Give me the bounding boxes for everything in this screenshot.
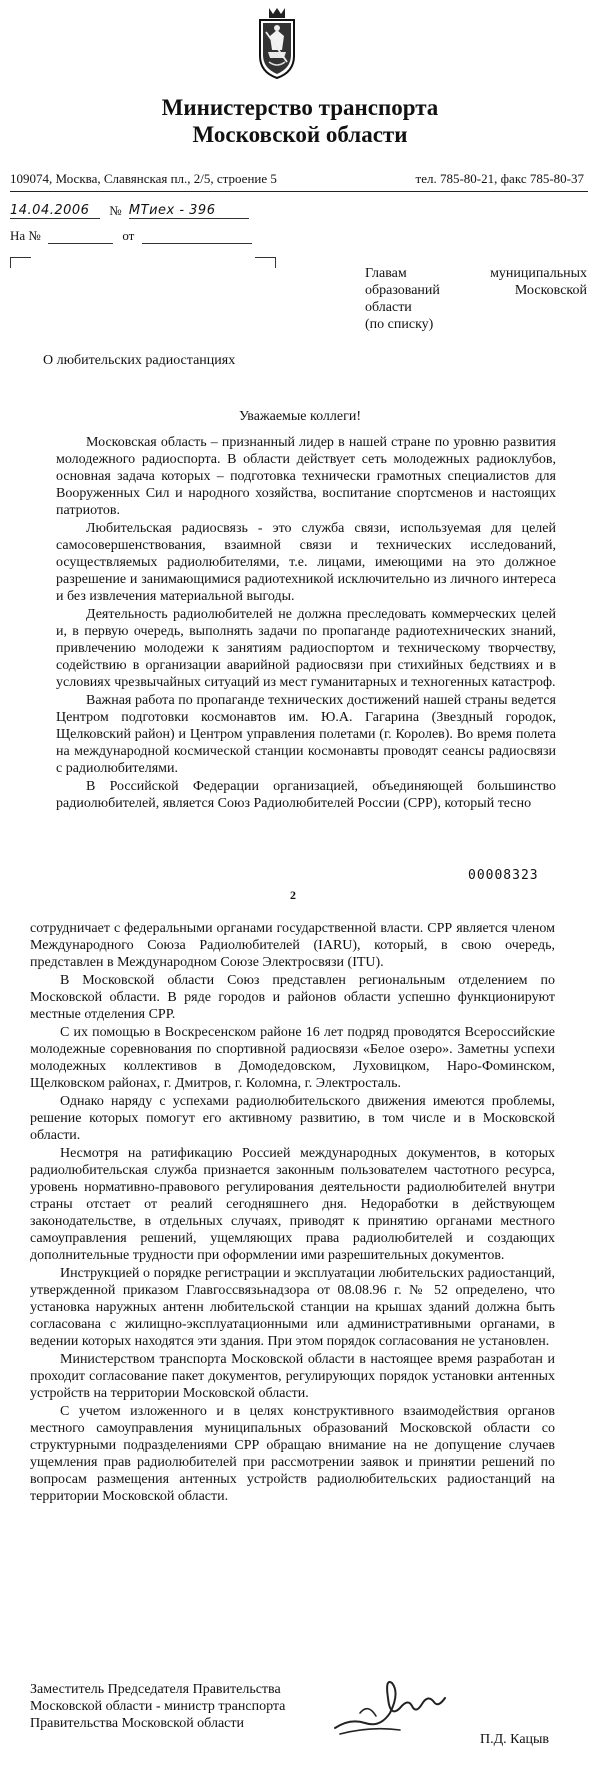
signatory-name: П.Д. Кацыв bbox=[480, 1732, 550, 1747]
coat-of-arms-icon bbox=[257, 6, 297, 80]
letter-body-page1 bbox=[56, 434, 556, 813]
signatory-title-line2: Московской области - министр транспорта bbox=[30, 1699, 286, 1714]
body-paragraph: С их помощью в Воскресенском районе 16 лет подряд проводятся Всероссийские молодежные соревнования по спортивной радиосвязи «Белое озеро». Заметны успехи молодежных коллективов в Домодедовском, Луховицком, Наро-Фоминском, Щелковском районах, г. Дмитров, г. Коломна, г. Электросталь. bbox=[30, 1025, 555, 1091]
reference-number-blank bbox=[48, 227, 113, 244]
ministry-phones: тел. 785-80-21, факс 785-80-37 bbox=[415, 171, 584, 186]
registration-date-row bbox=[10, 203, 310, 223]
body-paragraph: Министерством транспорта Московской области в настоящее время разработан и проходит согласование пакет документов, регулирующих порядок установки антенных устройств на территории Московской области. bbox=[30, 1352, 555, 1401]
addressee-line2: образований Московской bbox=[365, 283, 587, 298]
from-label: от bbox=[122, 228, 135, 243]
addressee-line1: Главам муниципальных bbox=[365, 266, 587, 281]
body-paragraph: Московская область – признанный лидер в нашей стране по уровню развития молодежного радиоспорта. В области действует сеть молодежных радиоклубов, основная задача которых – подготовка технически грамотных специалистов для Вооруженных Сил и народного хозяйства, воспитание спортсменов и настоящих патриотов. bbox=[56, 435, 556, 518]
page-number: 2 bbox=[290, 888, 296, 902]
body-paragraph: Однако наряду с успехами радиолюбительского движения имеются проблемы, решение которых помогут его активному развитию, в том числе и в Московской области. bbox=[30, 1094, 555, 1143]
body-paragraph: Важная работа по пропаганде технических достижений нашей страны ведется Центром подготовки космонавтов им. Ю.А. Гагарина (Звездный городок, Щелковский район) и Центром управления полетами (г. Королев). Во время полета на международной космической станции космонавты проводят сеансы радиосвязи с радиолюбителями. bbox=[56, 693, 556, 776]
address-field-corner-left bbox=[10, 257, 31, 268]
letter-subject: О любительских радиостанциях bbox=[43, 353, 236, 368]
signatory-title-line3: Правительства Московской области bbox=[30, 1716, 244, 1731]
addressee-line3: области bbox=[365, 300, 412, 315]
signatory-title bbox=[30, 1681, 285, 1732]
number-label: № bbox=[109, 203, 122, 218]
body-paragraph: Деятельность радиолюбителей не должна преследовать коммерческих целей и, в первую очередь, выполнять задачи по пропаганде радиотехнических знаний, привлечению молодежи к занятиям радиоспортом и техническому творчеству, содействию в организации аварийной радиосвязи при стихийных бедствиях и в условиях чрезвычайных ситуаций из мест гуманитарных и техногенных катастроф. bbox=[56, 607, 556, 690]
ministry-address: 109074, Москва, Славянская пл., 2/5, строение 5 bbox=[10, 171, 277, 186]
handwritten-signature-icon bbox=[330, 1668, 450, 1743]
address-field-corner-right bbox=[255, 257, 276, 268]
letter-body-page2 bbox=[30, 920, 555, 1506]
reference-label: На № bbox=[10, 228, 41, 243]
body-paragraph: Инструкцией о порядке регистрации и эксплуатации любительских радиостанций, утвержденной приказом Главгоссвязьнадзора от 08.08.96 г. № 52 определено, что установка наружных антенн любительской станции на крышах зданий должна быть согласована с жилищно-эксплуатационными или административными органами, в ведении которых находятся эти здания. При этом порядок согласования не установлен. bbox=[30, 1266, 555, 1349]
body-paragraph: В Московской области Союз представлен региональным отделением по Московской области. В ряде городов и районов области успешно функционируют местные отделения СРР. bbox=[30, 973, 555, 1022]
letter-greeting: Уважаемые коллеги! bbox=[238, 409, 362, 424]
body-paragraph: Несмотря на ратификацию Россией международных документов, в которых радиолюбительская служба признается законным пользователем частотного ресурса, уровень нормативно-правового регулирования деятельности радиолюбителей внутри страны отстает от реалий сегодняшнего дня. Недоработки в действующем законодательстве, в отдельных случаях, приводят к принятию органами местного самоуправления решений, ущемляющих права радиолюбителей и создающих дополнительные трудности при оформлении ими разрешительных документов. bbox=[30, 1146, 555, 1263]
body-paragraph: С учетом изложенного и в целях конструктивного взаимодействия органов местного самоуправления муниципальных образований Московской области со структурными подразделениями СРР обращаю внимание на не допущение случаев ущемления прав радиолюбителей при рассмотрении заявок и принятии решений по вопросам размещения антенных устройств радиолюбительских радиостанций на территории Московской области. bbox=[30, 1404, 555, 1504]
addressee-line4: (по списку) bbox=[365, 317, 434, 332]
reference-date-blank bbox=[142, 227, 252, 244]
ministry-title-line2: Московской области bbox=[192, 122, 408, 147]
reference-row bbox=[10, 227, 310, 247]
body-paragraph-continued: сотрудничает с федеральными органами государственной власти. СРР является членом Международного Союза Радиолюбителей (IARU), который, в свою очередь, представлен в Международном Союзе Электросвязи (ITU). bbox=[30, 921, 555, 970]
registration-date: 14.04.2006 bbox=[10, 203, 100, 219]
ministry-title bbox=[0, 94, 600, 148]
registration-number: МТиех - 396 bbox=[129, 203, 249, 219]
ministry-title-line1: Министерство транспорта bbox=[161, 95, 439, 120]
signatory-title-line1: Заместитель Председателя Правительства bbox=[30, 1682, 281, 1697]
letterhead-divider bbox=[10, 191, 588, 192]
register-number: 00008323 bbox=[468, 868, 539, 883]
body-paragraph: В Российской Федерации организацией, объединяющей большинство радиолюбителей, является Союз Радиолюбителей России (СРР), который тесно bbox=[56, 779, 556, 811]
body-paragraph: Любительская радиосвязь - это служба связи, используемая для целей самосовершенствования, взаимной связи и технических исследований, осуществляемых радиолюбителями, т.е. лицами, имеющими на это должное разрешение и занимающимися радиотехникой исключительно из личного интереса и без извлечения материальной выгоды. bbox=[56, 521, 556, 604]
addressee-block bbox=[365, 265, 587, 333]
